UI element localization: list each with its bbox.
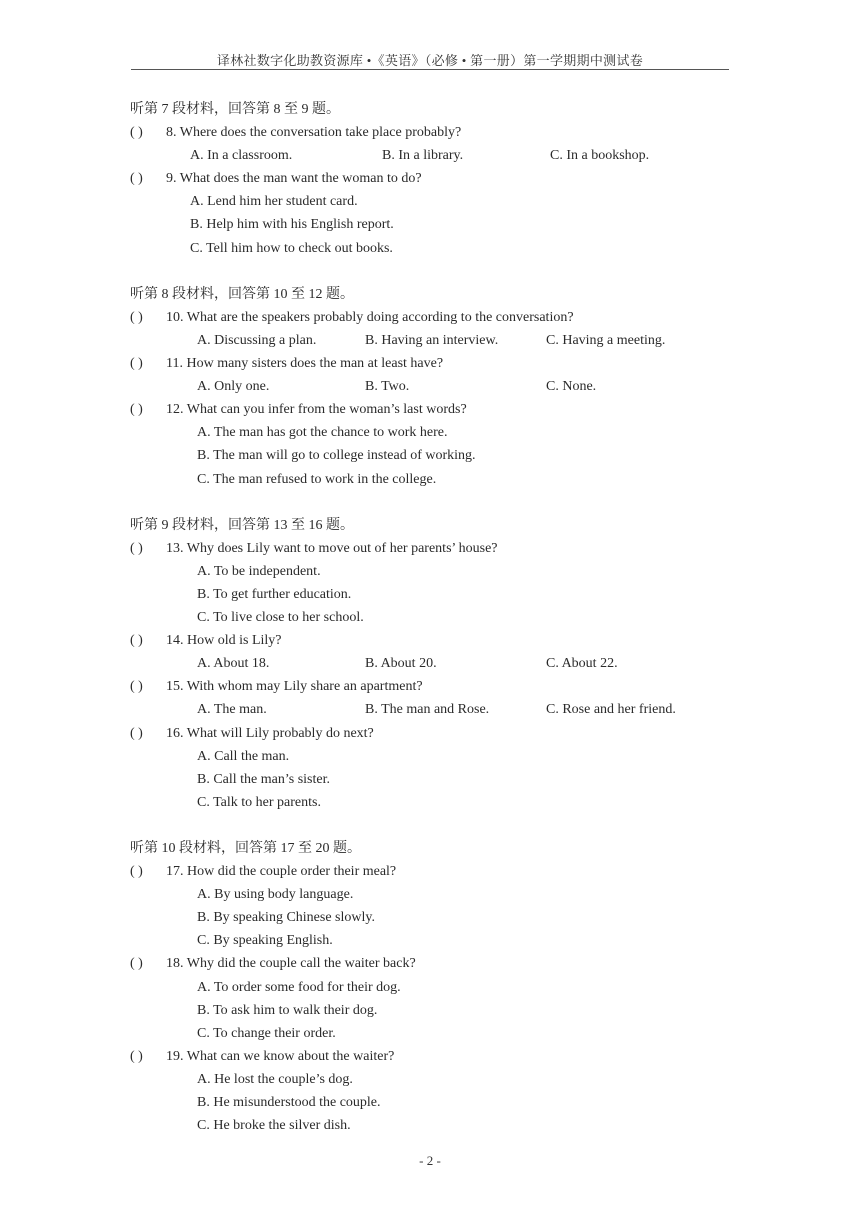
option-c[interactable]: C. Having a meeting. [546, 332, 666, 348]
option-a[interactable]: A. Lend him her student card. [190, 194, 358, 210]
question-text: 16. What will Lily probably do next? [166, 725, 374, 741]
answer-blank[interactable]: ( ) [130, 864, 143, 880]
question-text: 14. How old is Lily? [166, 633, 282, 649]
option-b[interactable]: B. To get further education. [197, 586, 352, 602]
option-c[interactable]: C. In a bookshop. [550, 148, 650, 164]
option-c[interactable]: C. He broke the silver dish. [197, 1118, 351, 1134]
section-heading: 听第 8 段材料，回答第 10 至 12 题。 [130, 286, 354, 302]
question-text: 17. How did the couple order their meal? [166, 864, 397, 880]
option-c[interactable]: C. None. [546, 379, 597, 395]
option-c[interactable]: C. To live close to her school. [197, 610, 364, 626]
option-b[interactable]: B. To ask him to walk their dog. [197, 1002, 378, 1018]
options-row [130, 375, 730, 398]
section-spacer [130, 491, 730, 514]
option-b[interactable]: B. Having an interview. [365, 332, 499, 348]
question-stem [130, 860, 730, 883]
question-stem [130, 629, 730, 652]
question-stem [130, 398, 730, 421]
question-stem [130, 306, 730, 329]
option-c[interactable]: C. About 22. [546, 656, 618, 672]
option-b[interactable]: B. He misunderstood the couple. [197, 1095, 381, 1111]
answer-blank[interactable]: ( ) [130, 171, 143, 187]
options-row [130, 144, 730, 167]
option-line [130, 791, 730, 814]
answer-blank[interactable]: ( ) [130, 125, 143, 141]
option-b[interactable]: B. In a library. [382, 148, 464, 164]
question-stem [130, 675, 730, 698]
option-line [130, 560, 730, 583]
option-b[interactable]: B. About 20. [365, 656, 437, 672]
answer-blank[interactable]: ( ) [130, 540, 143, 556]
header-divider [131, 69, 729, 70]
option-line [130, 745, 730, 768]
question-text: 19. What can we know about the waiter? [166, 1048, 395, 1064]
option-line [130, 999, 730, 1022]
answer-blank[interactable]: ( ) [130, 725, 143, 741]
question-text: 11. How many sisters does the man at least have? [166, 356, 444, 372]
page-header: 译林社数字化助教资源库 •《英语》（必修 • 第一册）第一学期期中测试卷 [216, 53, 644, 68]
question-text: 8. Where does the conversation take place probably? [166, 125, 462, 141]
option-c[interactable]: C. The man refused to work in the college. [197, 471, 437, 487]
option-b[interactable]: B. The man and Rose. [365, 702, 490, 718]
option-c[interactable]: C. By speaking English. [197, 933, 333, 949]
option-c[interactable]: C. Talk to her parents. [197, 794, 321, 810]
option-b[interactable]: B. Help him with his English report. [190, 217, 394, 233]
answer-blank[interactable]: ( ) [130, 356, 143, 372]
option-b[interactable]: B. The man will go to college instead of working. [197, 448, 476, 464]
option-a[interactable]: A. Discussing a plan. [197, 332, 317, 348]
option-a[interactable]: A. Only one. [197, 379, 270, 395]
option-line [130, 444, 730, 467]
option-a[interactable]: A. The man. [197, 702, 267, 718]
question-text: 13. Why does Lily want to move out of her parents’ house? [166, 540, 498, 556]
question-stem [130, 537, 730, 560]
option-a[interactable]: A. To be independent. [197, 563, 321, 579]
option-line [130, 237, 730, 260]
question-stem [130, 952, 730, 975]
option-c[interactable]: C. Rose and her friend. [546, 702, 676, 718]
options-row [130, 329, 730, 352]
answer-blank[interactable]: ( ) [130, 956, 143, 972]
question-text: 12. What can you infer from the woman’s last words? [166, 402, 467, 418]
question-text: 10. What are the speakers probably doing according to the conversation? [166, 309, 574, 325]
option-line [130, 421, 730, 444]
option-line [130, 768, 730, 791]
option-b[interactable]: B. Two. [365, 379, 410, 395]
option-line [130, 1022, 730, 1045]
answer-blank[interactable]: ( ) [130, 679, 143, 695]
answer-blank[interactable]: ( ) [130, 633, 143, 649]
option-c[interactable]: C. To change their order. [197, 1025, 336, 1041]
option-line [130, 906, 730, 929]
option-a[interactable]: A. He lost the couple’s dog. [197, 1071, 353, 1087]
question-text: 15. With whom may Lily share an apartment? [166, 679, 423, 695]
section-heading: 听第 9 段材料，回答第 13 至 16 题。 [130, 517, 354, 533]
option-line [130, 468, 730, 491]
option-a[interactable]: A. To order some food for their dog. [197, 979, 401, 995]
question-list [130, 98, 730, 1137]
option-line [130, 1114, 730, 1137]
answer-blank[interactable]: ( ) [130, 1048, 143, 1064]
section-heading: 听第 10 段材料，回答第 17 至 20 题。 [130, 841, 361, 856]
option-b[interactable]: B. Call the man’s sister. [197, 771, 330, 787]
option-line [130, 1091, 730, 1114]
question-stem [130, 722, 730, 745]
option-b[interactable]: B. By speaking Chinese slowly. [197, 910, 375, 926]
section-spacer [130, 814, 730, 837]
option-line [130, 976, 730, 999]
answer-blank[interactable]: ( ) [130, 309, 143, 325]
question-text: 9. What does the man want the woman to do? [166, 171, 422, 187]
question-stem [130, 167, 730, 190]
options-row [130, 652, 730, 675]
answer-blank[interactable]: ( ) [130, 402, 143, 418]
option-a[interactable]: A. By using body language. [197, 887, 354, 903]
option-c[interactable]: C. Tell him how to check out books. [190, 240, 393, 256]
question-stem [130, 352, 730, 375]
option-line [130, 583, 730, 606]
option-line [130, 1068, 730, 1091]
option-a[interactable]: A. About 18. [197, 656, 270, 672]
option-line [130, 213, 730, 236]
option-a[interactable]: A. Call the man. [197, 748, 290, 764]
section-heading: 听第 7 段材料，回答第 8 至 9 题。 [130, 102, 340, 117]
option-line [130, 883, 730, 906]
section-spacer [130, 260, 730, 283]
option-a[interactable]: A. The man has got the chance to work here. [197, 425, 448, 441]
option-line [130, 929, 730, 952]
option-line [130, 190, 730, 213]
page-number: - 2 - [419, 1153, 441, 1168]
question-stem [130, 121, 730, 144]
question-text: 18. Why did the couple call the waiter back? [166, 956, 416, 972]
question-stem [130, 1045, 730, 1068]
option-a[interactable]: A. In a classroom. [190, 148, 293, 164]
options-row [130, 698, 730, 721]
option-line [130, 606, 730, 629]
